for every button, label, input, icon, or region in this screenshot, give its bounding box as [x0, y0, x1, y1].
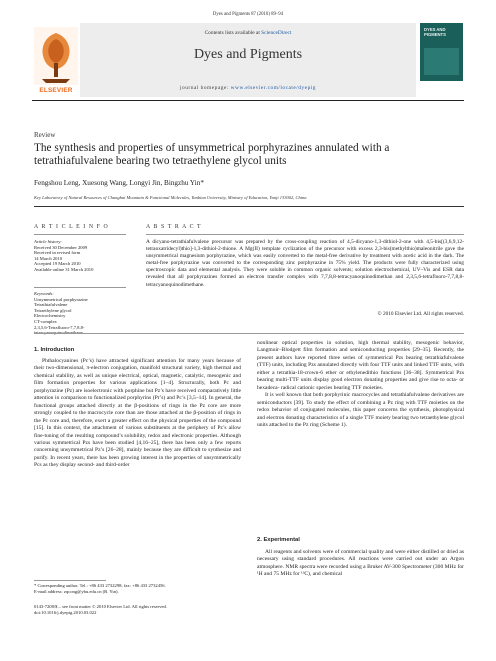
keyword: Electrochemistry [34, 313, 66, 319]
article-title: The synthesis and properties of unsymmetrical porphyrazines annulated with a tetrathiafulvalene bearing two tetraethylene glycol units [34, 142, 390, 168]
paragraph: It is well known that both porphyrinic macrocycles and tetrathiafulvalene derivatives are semiconductors [39]. To study the effect of combining a Pz ring with TTF moieties on the redox behavior of conjugated molecules, this paper concerns the synthesis, photophysical and electron donating characteristics of a single TTF moiety bearing two tetraethylene glycol units attached to the Pz ring (Scheme 1). [257, 392, 464, 428]
history-label: Article history: [34, 239, 62, 244]
elsevier-tree-logo [34, 27, 78, 85]
running-head: Dyes and Pigments 87 (2010) 89–94 [212, 12, 284, 17]
journal-title: Dyes and Pigments [193, 47, 303, 62]
keyword: Unsymmetrical porphyrazine [34, 296, 88, 302]
history-item: Accepted 19 March 2010 [34, 261, 81, 267]
issn-line: 0143-7208/$ – see front matter © 2010 Elsevier Ltd. All rights reserved. [34, 604, 167, 609]
history-item: 14 March 2010 [34, 255, 63, 261]
cover-artwork [424, 48, 459, 75]
journal-homepage [80, 85, 416, 91]
journal-cover-image [420, 23, 463, 81]
divider [34, 234, 126, 235]
footnote [34, 583, 241, 594]
history-item: Available online 31 March 2010 [34, 266, 94, 272]
sciencedirect-link[interactable]: ScienceDirect [261, 30, 292, 36]
article-history [34, 239, 126, 273]
keyword: Tetraethylene glycol [34, 307, 72, 313]
divider [34, 287, 126, 288]
body-column-right [257, 340, 464, 429]
contents-line [80, 30, 416, 36]
keyword: Tetrathiafulvalene [34, 302, 68, 308]
divider [146, 234, 464, 235]
history-item: Received 30 December 2009 [34, 244, 88, 250]
keyword: 2,3,5,6-Tetrafluoro-7,7,8,8- [34, 324, 85, 330]
affiliation: Key Laboratory of Natural Resources of Changbai Mountain & Functional Molecules, Yanbian University, Ministry of Education, Yanji 133002, China [34, 195, 307, 200]
abstract-heading: A B S T R A C T [146, 224, 202, 230]
contents-prefix: Contents lists available at [204, 30, 262, 36]
email-address[interactable]: E-mail address: zqcong@ybu.edu.cn (B. Yin). [34, 588, 119, 594]
cover-title: DYES AND PIGMENTS [424, 27, 446, 37]
homepage-link[interactable]: www.elsevier.com/locate/dyepig [230, 85, 316, 91]
paragraph: All reagents and solvents were of commercial quality and were either distilled or dried as necessary using standard procedures. All reactions were carried out under an Argon atmosphere. NMR spectra were recorded using a Bruker AV-300 Spectrometer (300 MHz for ¹H and 75 MHz for ¹³C), and chemical [257, 549, 464, 578]
abstract-text: A dicyano-tetrathiafulvalene precursor was prepared by the cross-coupling reaction of 4,5-dicyano-1,3-dithiol-2-one with 4,5-bis[(3,6,9,12-tetraoxatridecyl)thio]-1,3-dithiol-2-thione. A Mg(II) template cyclization of the precursor with excess 2,3-bis(methylthio)maleonitrile gave the unsymmetrical magnesium porphyrazine, which was easily converted to the metal-free derivative by treatment with acetic acid in the dark. The metal-free porphyrazine was converted to the corresponding zinc porphyrazine in 75% yield. The products were fully characterized using spectroscopic data and elemental analysis. They were soluble in common organic solvents; solution electrochemical, UV–Vis and ESR data revealed that all porphyrazines formed an electron transfer complex with 7,7,8,8-tetracyanoquinodimethan and 2,3,5,6-tetrafluoro-7,7,8,8-tetracyanoquinodimethane. [146, 239, 464, 288]
elsevier-logo-text: ELSEVIER [39, 87, 73, 94]
homepage-prefix: journal homepage: [180, 85, 231, 91]
article-section: Review [34, 131, 56, 139]
keyword: tetracyanoquinodimethane [34, 330, 83, 336]
section-heading-introduction: 1. Introduction [34, 347, 75, 353]
body-column-left [34, 358, 241, 470]
divider [34, 333, 464, 334]
copyright: © 2010 Elsevier Ltd. All rights reserved. [377, 311, 464, 317]
history-item: Received in revised form [34, 250, 81, 256]
doi-line[interactable]: doi:10.1016/j.dyepig.2010.03.022 [34, 609, 97, 615]
keywords-label: Keywords: [34, 291, 54, 296]
keyword: CT-complex [34, 318, 57, 324]
corresponding-author: * Corresponding author. Tel.: +86 433 2732298; fax: +86 433 2732456. [34, 583, 166, 588]
footnote-rule [34, 580, 106, 581]
experimental-paragraph [257, 549, 464, 579]
issn-doi [34, 604, 241, 615]
section-heading-experimental: 2. Experimental [257, 537, 300, 543]
article-info-heading: A R T I C L E I N F O [34, 224, 109, 230]
keywords [34, 291, 126, 336]
header-rule [32, 100, 464, 101]
paragraph: nonlinear optical properties in solution, high thermal stability, mesogenic behavior, Langmuir–Blodgett film formation and semiconducting properties [29–35]. Recently, the present authors have reported three series of symmetrical Pzs bearing tetrathiafulvalene (TTF) units, including Pzs annulated directly with four TTF units and linked TTF units, with either a tetrathia-18-crown-6 ether or ethylenedithio functions [36–38]. Symmetrical Pzs bearing multi-TTF units display good electron donating properties and give rise to octa- or hexadeca- radical cationic species bearing TTF moieties. [257, 340, 464, 391]
divider [34, 206, 464, 207]
paragraph: Phthalocyanines (Pc’s) have attracted significant attention for many years because of their two-dimensional, π-electron conjugation, manifold structural variety, high thermal and chemical stability, as well as unique electrical, optical, magnetic, catalytic, mesogenic and film formation properties for various applications [1–4]. Structurally, both Pc and porphyrazine (Pz) are isoelectronic with porphine but Pz’s have received comparatively little attention in comparison to functionalized porphyrins (Pr’s) and Pc’s [3,5–14]. In general, the functional groups attached directly at the β-positions of rings in the Pz core are more strongly coupled to the macrocycle core than are those attached at the β-position of rings in the Pc core and, therefore, exert a greater effect on the physical properties of the compound [15]. In this context, the attachment of various substituents at the periphery of Pz’s allow fine-tuning of the resulting compound’s solubility, redox and electronic properties. Although various symmetrical Pzs have been studied [4,16–25], there has been only a few reports concerning unsymmetrical Pz’s [26–28], mainly because they are difficult to synthesize and purify. In recent years, there has been growing interest in the properties of unsymmetrically Pcs as they display second- and third-order [34, 358, 241, 469]
author-list: Fengshou Leng, Xuesong Wang, Longyi Jin, Bingzhu Yin* [34, 179, 204, 187]
